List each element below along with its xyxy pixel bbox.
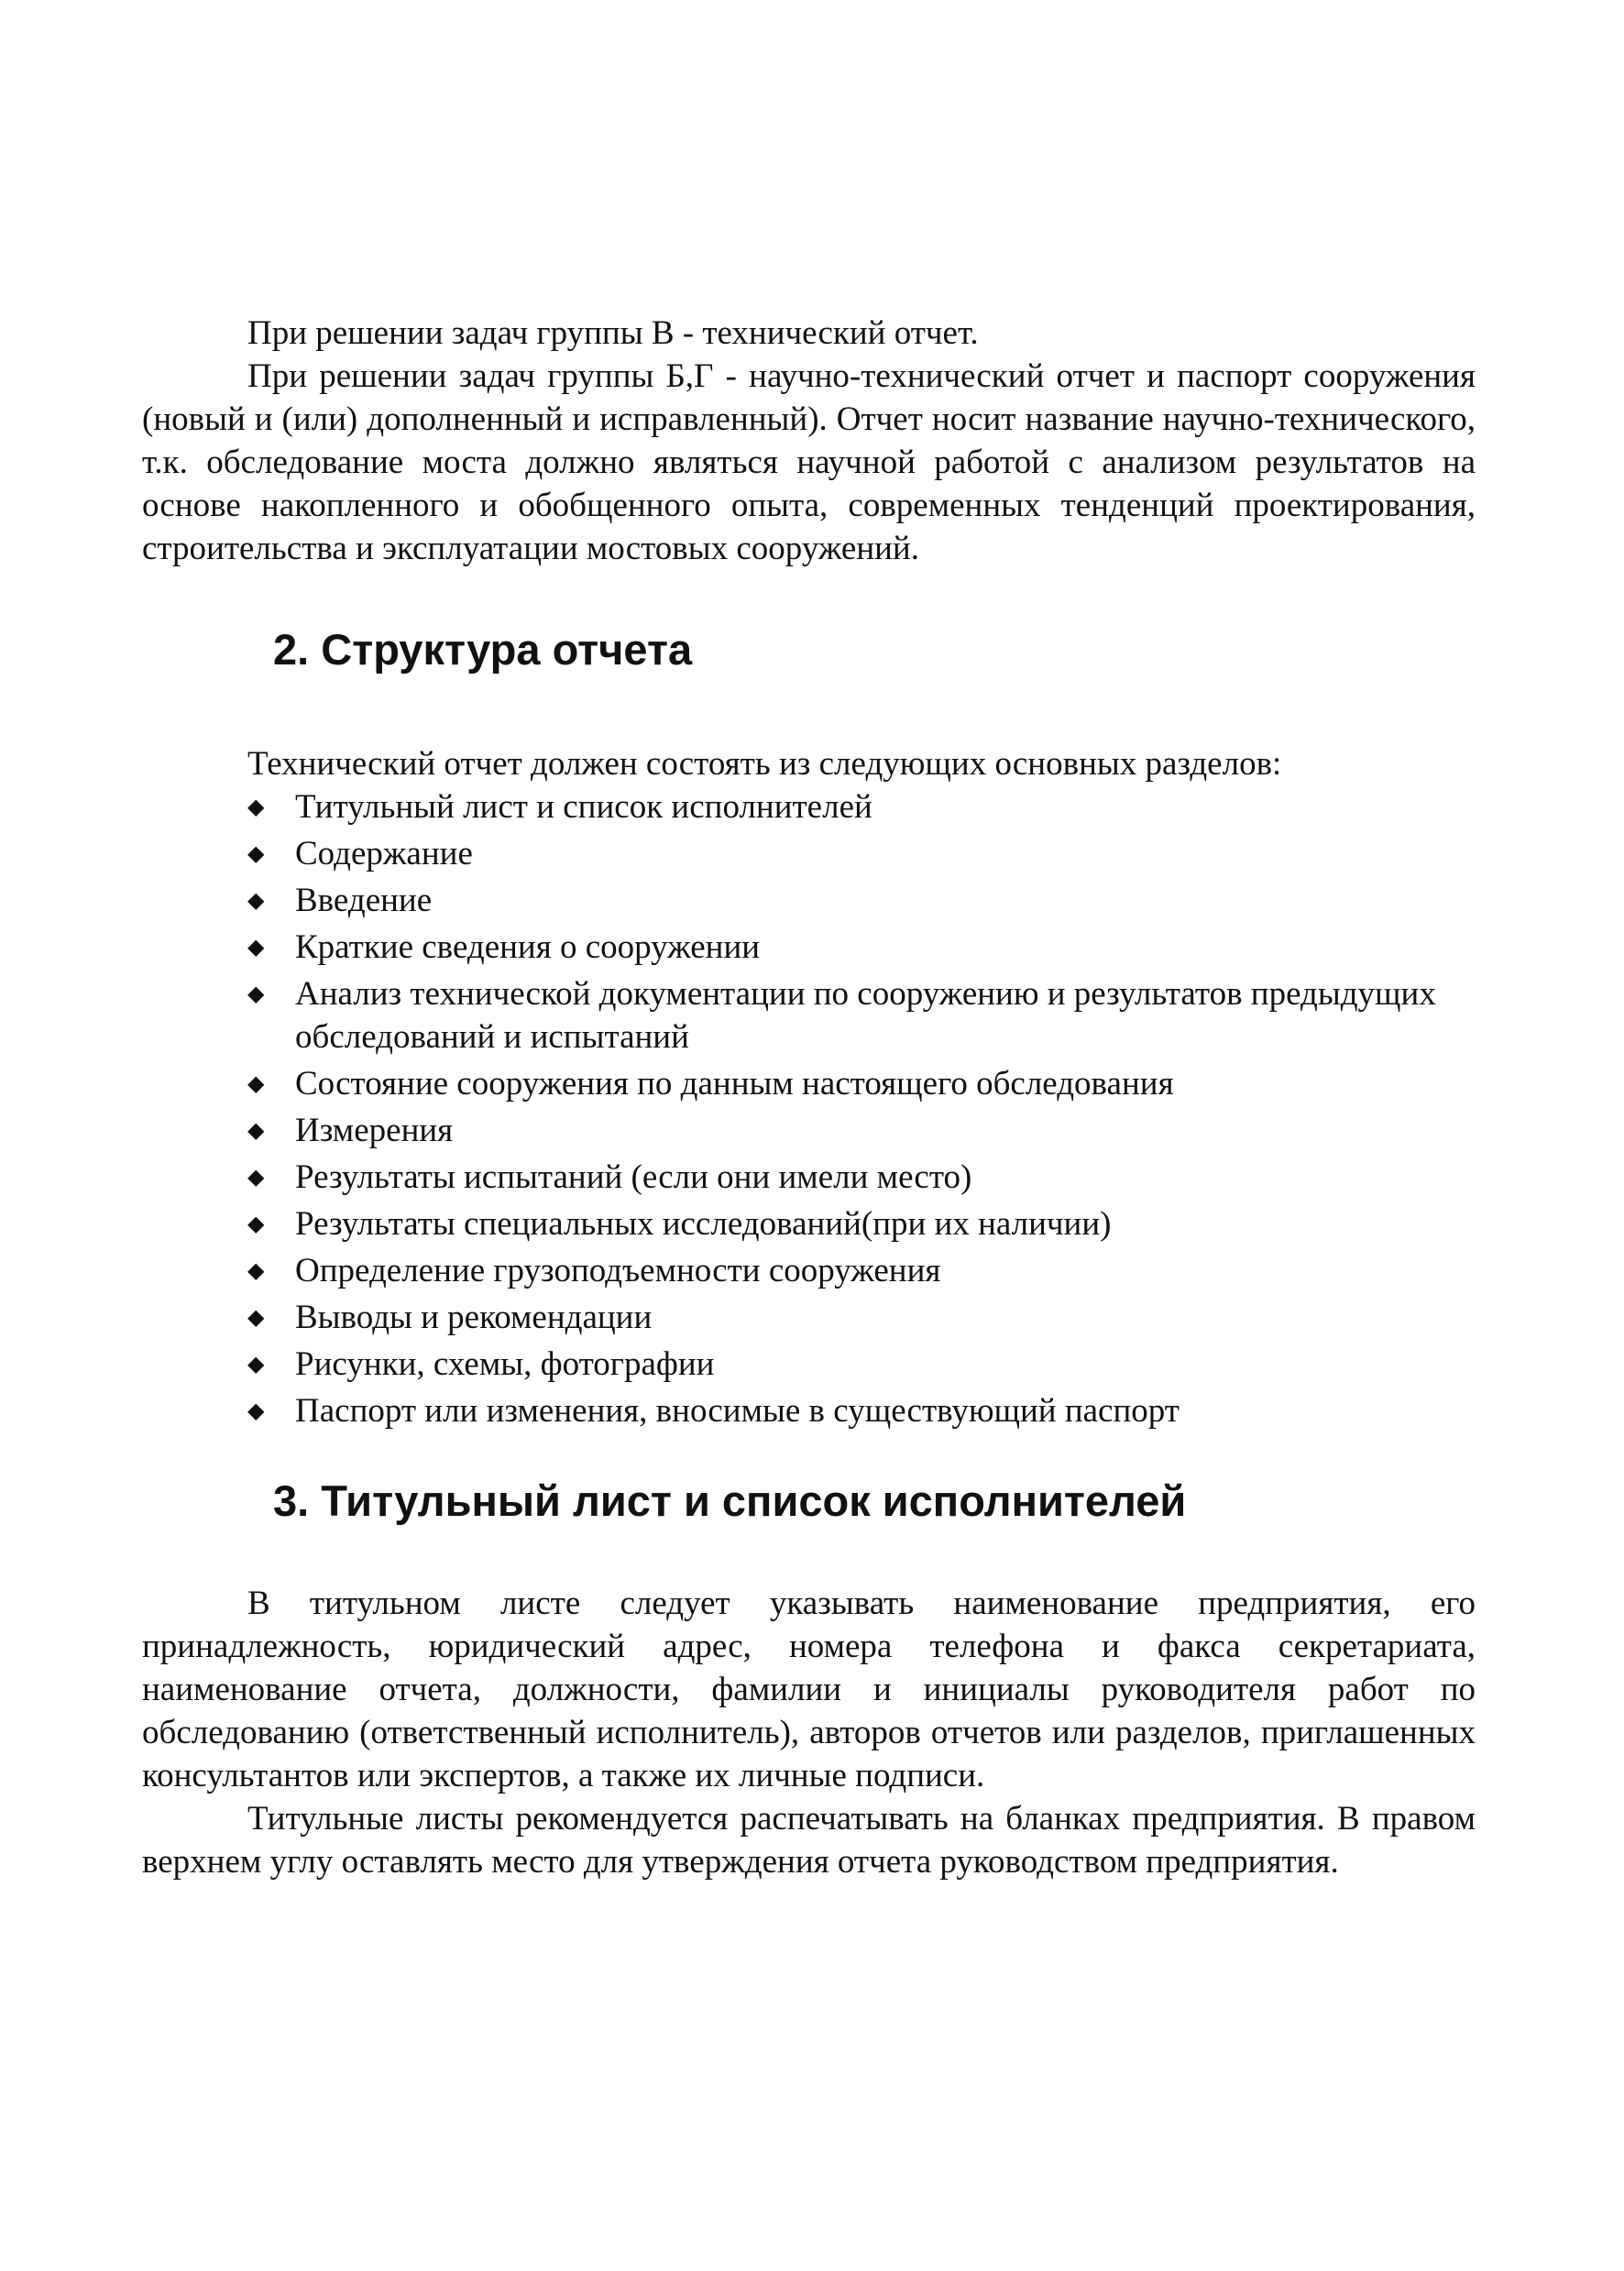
diamond-bullet-icon: ◆ bbox=[247, 887, 265, 913]
list-item: ◆ Анализ технической документации по сооружению и результатов предыдущих обследований и испытаний bbox=[247, 972, 1476, 1059]
diamond-bullet-icon: ◆ bbox=[247, 1257, 265, 1283]
list-item: ◆ Паспорт или изменения, вносимые в существующий паспорт bbox=[247, 1389, 1476, 1432]
paragraph-title-forms: Титульные листы рекомендуется распечатывать на бланках предприятия. В правом верхнем углу оставлять место для утверждения отчета руководством предприятия. bbox=[142, 1800, 1476, 1881]
diamond-bullet-icon: ◆ bbox=[247, 934, 265, 960]
diamond-bullet-icon: ◆ bbox=[247, 1211, 265, 1236]
report-sections-list bbox=[142, 785, 1476, 1432]
list-item: ◆ Результаты испытаний (если они имели место) bbox=[247, 1156, 1476, 1199]
section-2-heading: 2. Структура отчета bbox=[273, 625, 693, 674]
diamond-bullet-icon: ◆ bbox=[247, 1164, 265, 1190]
diamond-bullet-icon: ◆ bbox=[247, 981, 265, 1006]
diamond-bullet-icon: ◆ bbox=[247, 1398, 265, 1423]
list-item: ◆ Рисунки, схемы, фотографии bbox=[247, 1343, 1476, 1386]
list-item: ◆ Определение грузоподъемности сооружения bbox=[247, 1249, 1476, 1292]
diamond-bullet-icon: ◆ bbox=[247, 1070, 265, 1096]
diamond-bullet-icon: ◆ bbox=[247, 1304, 265, 1330]
diamond-bullet-icon: ◆ bbox=[247, 1351, 265, 1377]
section-3-body bbox=[142, 1582, 1476, 1883]
section-2-intro: Технический отчет должен состоять из следующих основных разделов: bbox=[247, 745, 1282, 783]
list-item: ◆ Выводы и рекомендации bbox=[247, 1296, 1476, 1339]
section-3-heading: 3. Титульный лист и список исполнителей bbox=[273, 1476, 1187, 1525]
list-item: ◆ Результаты специальных исследований(при их наличии) bbox=[247, 1202, 1476, 1245]
paragraph-title-page: В титульном листе следует указывать наименование предприятия, его принадлежность, юридический адрес, номера телефона и факса секретариата, наименование отчета, должности, фамилии и инициалы руководителя работ по обследованию (ответственный исполнитель), авторов отчетов или разделов, приглашенных консультантов или экспертов, а также их личные подписи. bbox=[142, 1585, 1476, 1794]
diamond-bullet-icon: ◆ bbox=[247, 840, 265, 866]
list-item: ◆ Титульный лист и список исполнителей bbox=[247, 785, 1476, 828]
list-item: ◆ Содержание bbox=[247, 832, 1476, 875]
list-item: ◆ Краткие сведения о сооружении bbox=[247, 926, 1476, 969]
diamond-bullet-icon: ◆ bbox=[247, 794, 265, 819]
document-page bbox=[142, 312, 1476, 1883]
list-item: ◆ Введение bbox=[247, 879, 1476, 922]
diamond-bullet-icon: ◆ bbox=[247, 1117, 265, 1143]
list-item: ◆ Измерения bbox=[247, 1109, 1476, 1152]
list-item: ◆ Состояние сооружения по данным настоящего обследования bbox=[247, 1062, 1476, 1105]
paragraph-group-bg: При решении задач группы Б,Г - научно-технический отчет и паспорт сооружения (новый и (или) дополненный и исправленный). Отчет носит название научно-технического, т.к. обследование моста должно являться научной работой с анализом результатов на основе накопленного и обобщенного опыта, современных тенденций проектирования, строительства и эксплуатации мостовых сооружений. bbox=[142, 357, 1476, 567]
paragraph-group-v: При решении задач группы В - технический отчет. bbox=[247, 314, 979, 352]
